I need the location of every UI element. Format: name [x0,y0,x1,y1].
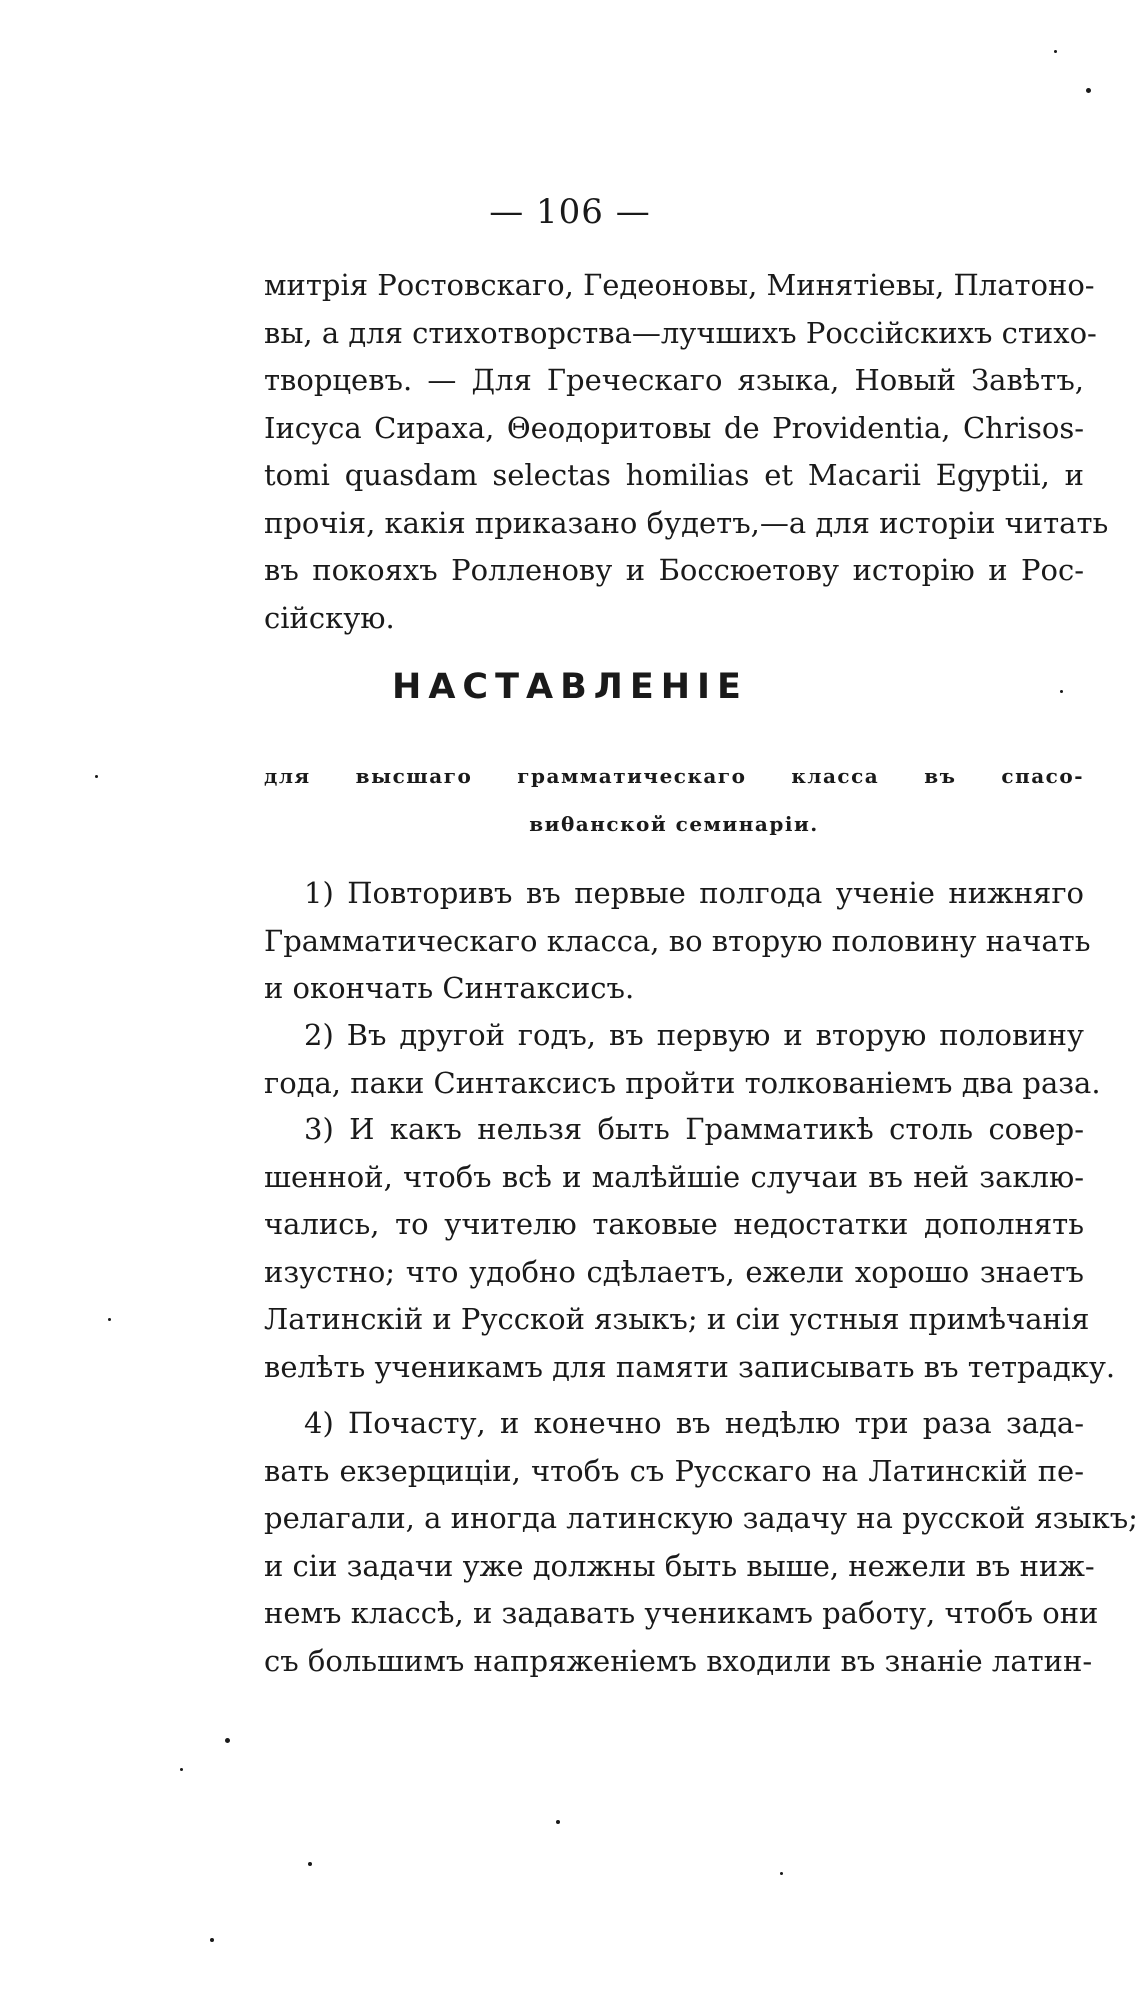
scan-speck [1060,690,1063,693]
intro-paragraph [264,262,1109,642]
scan-speck [308,1862,312,1866]
text-line: 1) Повторивъ въ первые полгода ученіе нижняго [304,876,1084,910]
paragraph-3 [264,1106,1116,1391]
subheading-line: виθанской семинаріи. [529,812,819,836]
paragraph-2 [264,1012,1101,1107]
text-line: въ покояхъ Ролленову и Боссюетову исторію и Рос- [264,553,1084,587]
text-line: митрія Ростовскаго, Гедеоновы, Минятіевы, Платоно- [264,268,1095,302]
text-line: шенной, чтобъ всѣ и малѣйшіе случаи въ ней заклю- [264,1159,1084,1194]
text-line: изустно; что удобно сдѣлаетъ, ежели хорошо знаетъ [264,1254,1084,1289]
text-line: 3) И какъ нельзя быть Грамматикѣ столь совер- [304,1112,1084,1146]
text-line: Латинскій и Русской языкъ; и сіи устныя примѣчанія [264,1302,1090,1336]
text-line: и сіи задачи уже должны быть выше, нежели въ ниж- [264,1548,1095,1583]
scan-speck [225,1738,230,1743]
text-line: Іисуса Сираха, Θеодоритовы de Providentia, Chrisos- [264,410,1084,445]
section-heading: НАСТАВЛЕНІЕ [392,667,748,707]
section-subheading [264,752,1084,848]
scan-speck [95,775,98,778]
paragraph-4 [264,1400,1138,1685]
text-line: года, паки Синтаксисъ пройти толкованіемъ два раза. [264,1065,1101,1100]
scan-speck [180,1768,183,1771]
scan-speck [1086,88,1091,93]
scan-speck [210,1938,214,1942]
text-line: tomi quasdam selectas homilias et Macarii Egyptii, и [264,458,1084,492]
text-line: релагали, а иногда латинскую задачу на русской языкъ; [264,1501,1138,1535]
scan-speck [108,1318,111,1321]
text-line: Грамматическаго класса, во вторую половину начать [264,923,1091,958]
paragraph-1 [264,870,1091,1013]
subheading-line: для высшаго грамматическаго класса въ спасо- [264,764,1084,788]
text-line: съ большимъ напряженіемъ входили въ знаніе латин- [264,1643,1093,1678]
text-line: и окончать Синтаксисъ. [264,971,635,1005]
page-number: — 106 — [489,192,651,232]
text-line: прочія, какія приказано будетъ,—а для исторіи читать [264,505,1109,540]
text-line: немъ классѣ, и задавать ученикамъ работу, чтобъ они [264,1596,1099,1630]
text-line: творцевъ. — Для Греческаго языка, Новый Завѣтъ, [264,363,1084,397]
text-line: вать екзерциціи, чтобъ съ Русскаго на Латинскій пе- [264,1453,1084,1488]
text-line: 4) Почасту, и конечно въ недѣлю три раза зада- [304,1406,1084,1440]
text-line: велѣть ученикамъ для памяти записывать въ тетрадку. [264,1349,1116,1384]
scan-speck [556,1820,560,1824]
text-line: чались, то учителю таковые недостатки дополнять [264,1207,1084,1241]
text-line: вы, а для стихотворства—лучшихъ Россійскихъ стихо- [264,315,1097,350]
scan-speck [1054,50,1057,53]
text-line: 2) Въ другой годъ, въ первую и вторую половину [304,1018,1084,1052]
text-line: сійскую. [264,600,395,635]
scan-speck [780,1872,783,1875]
